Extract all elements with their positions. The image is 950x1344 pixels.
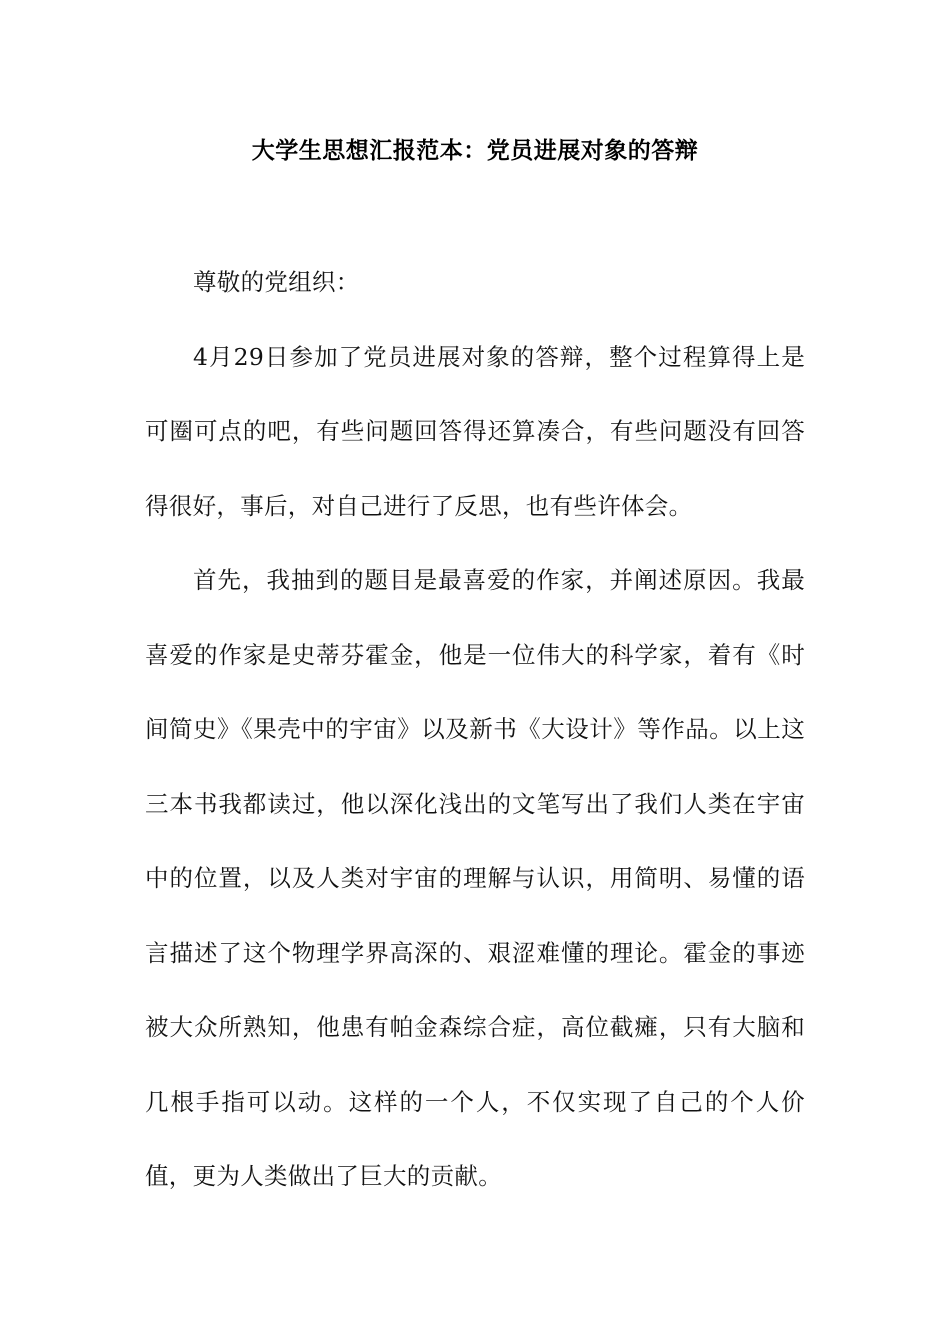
paragraph-1: 4月29日参加了党员进展对象的答辩，整个过程算得上是可圈可点的吧，有些问题回答得还算凑合，有些问题没有回答得很好，事后，对自己进行了反思，也有些许体会。 (145, 342, 805, 520)
salutation: 尊敬的党组织： (193, 268, 360, 296)
paragraph-2: 首先，我抽到的题目是最喜爱的作家，并阐述原因。我最喜爱的作家是史蒂芬霍金，他是一位伟大的科学家，着有《时间简史》《果壳中的宇宙》以及新书《大设计》等作品。以上这三本书我都读过，他以深化浅出的文笔写出了我们人类在宇宙中的位置，以及人类对宇宙的理解与认识，用简明、易懂的语言描述了这个物理学界高深的、艰涩难懂的理论。霍金的事迹被大众所熟知，他患有帕金森综合症，高位截瘫，只有大脑和几根手指可以动。这样的一个人，不仅实现了自己的个人价值，更为人类做出了巨大的贡献。 (145, 566, 805, 1190)
page-title: 大学生思想汇报范本：党员进展对象的答辩 (251, 138, 699, 164)
document-body (145, 245, 805, 1214)
